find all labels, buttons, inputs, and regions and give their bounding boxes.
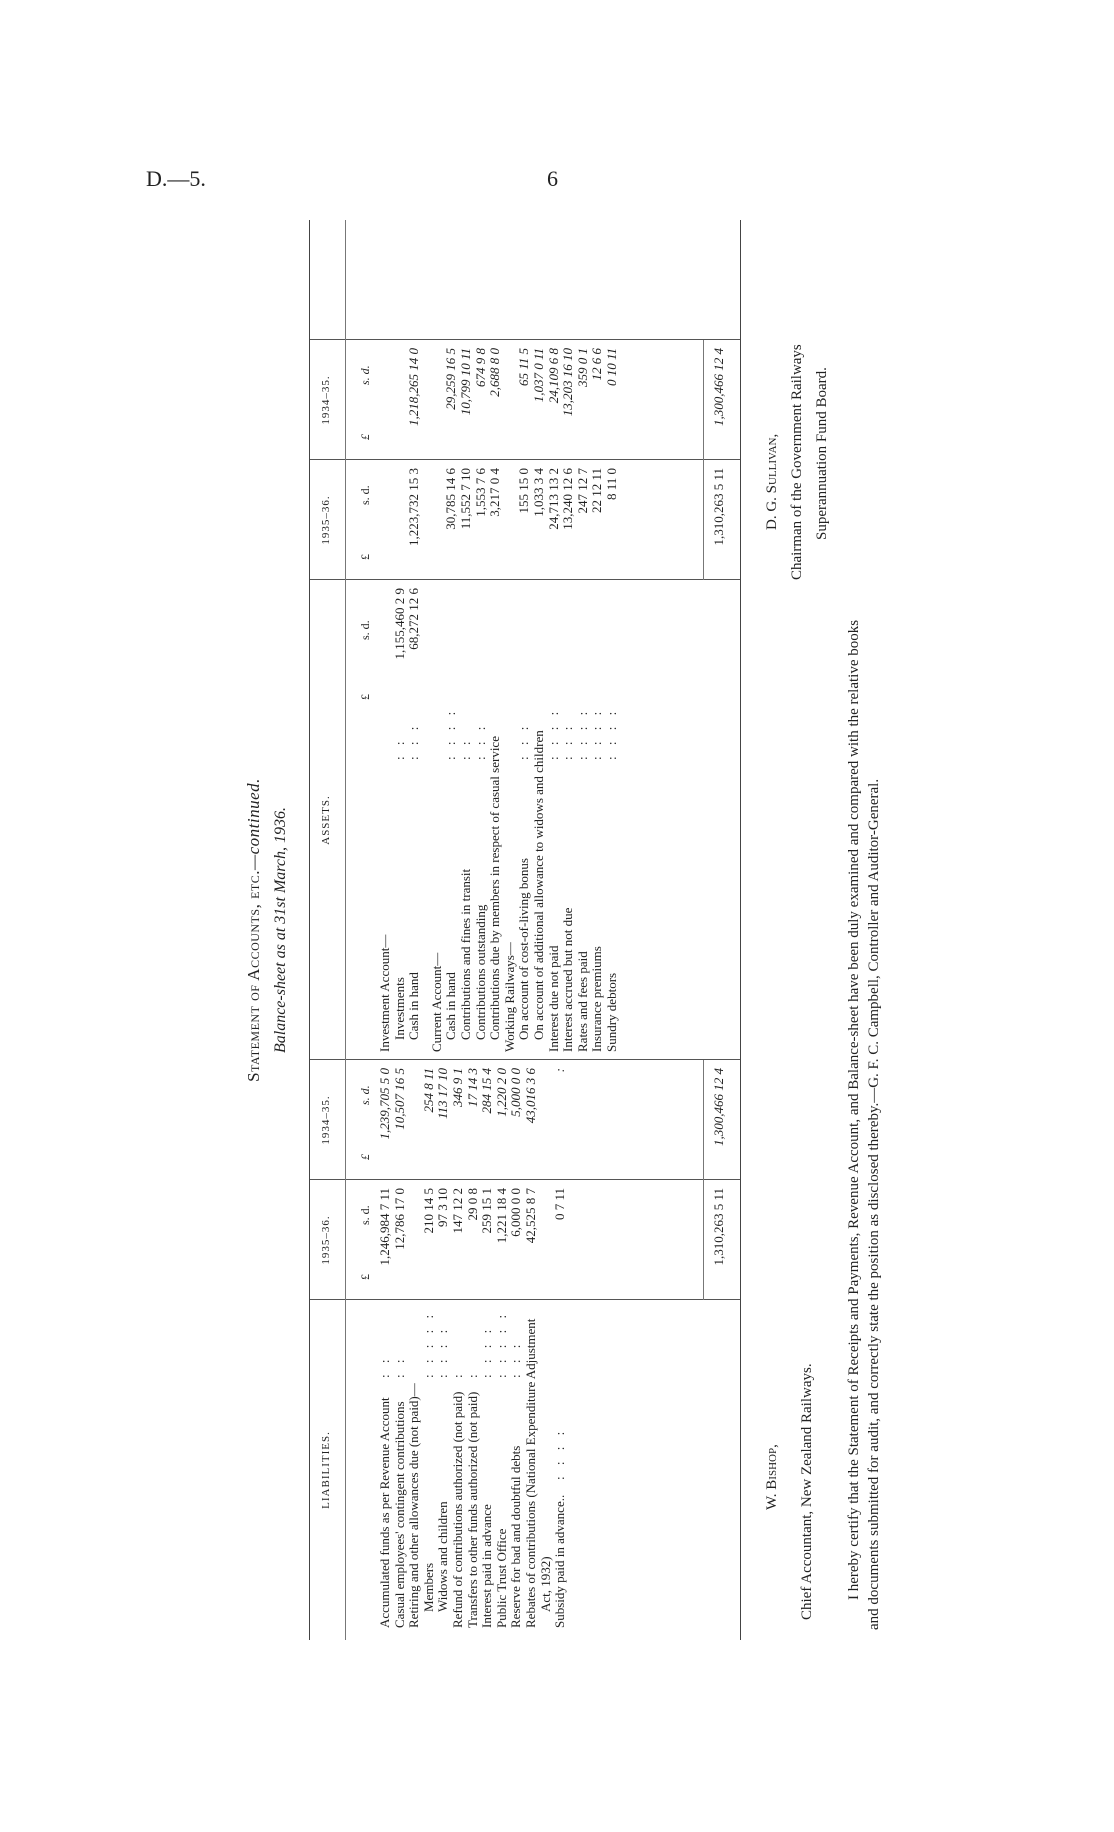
unit-pound: £ [358,434,372,440]
leader-dots: : : : [472,722,488,760]
liability-label: Transfers to other funds authorized (not paid) [464,1391,480,1628]
signatory-right-title-2: Superannuation Fund Board. [814,367,830,540]
assets-1935-36-heading: 1935–36. [320,495,332,545]
asset-1934-35: 10,799 10 11 [458,348,473,416]
liability-label: Members [420,1562,436,1612]
asset-label: Interest accrued but not due [560,907,576,1052]
asset-1935-36: 11,552 7 10 [458,468,473,530]
asset-sub-amount: 1,155,460 2 9 [391,588,407,660]
asset-label: Contributions and fines in transit [458,868,473,1040]
asset-label: Rates and fees paid [574,951,590,1052]
unit-pound: £ [358,694,372,700]
title-main: Statement of Accounts, etc. [244,870,263,1082]
asset-row [474,220,488,1640]
leader-dots: : : : : [435,1325,451,1378]
asset-1934-35: 2,688 8 0 [487,348,503,397]
asset-label: Contributions outstanding [472,904,488,1040]
signatory-left-name: W. Bishop, [764,1444,780,1510]
asset-row [576,220,590,1640]
liability-1934-35: 1,220 2 0 [493,1068,509,1117]
leader-dots: : : : [560,722,576,760]
leader-dots: : [450,1370,465,1378]
asset-1935-36: 24,713 13 2 [545,468,561,530]
leader-dots: : : : [508,1340,524,1378]
asset-1934-35: 359 0 1 [574,348,590,387]
statement-title [244,220,264,1640]
liability-label: Public Trust Office [493,1528,509,1628]
asset-label: Investment Account— [377,934,392,1052]
asset-row [532,220,546,1640]
liability-1934-35: 43,016 3 6 [523,1068,538,1124]
signatory-left-title: Chief Accountant, New Zealand Railways. [799,1363,815,1620]
asset-label: Cash in hand [443,972,459,1040]
liability-label: Act, 1932) [537,1556,553,1612]
liability-label: Reserve for bad and doubtful debts [508,1445,524,1628]
auditor-certification-line-2: and documents submitted for audit, and correctly state the position as disclosed thereby.—G. F. C. Campbell, Controller and Auditor-General. [866,778,882,1630]
liability-label: Accumulated funds as per Revenue Account [377,1397,392,1628]
leader-dots: : : : : : [420,1310,436,1378]
leader-dots: : : : : [574,707,590,760]
liability-1934-35: 113 17 10 [435,1068,451,1120]
liability-1934-35: 254 8 11 [420,1068,436,1113]
asset-1934-35: 65 11 5 [516,348,532,387]
liability-label: Casual employees' contingent contributions [391,1401,407,1628]
liability-1935-36: 1,246,984 7 11 [377,1188,392,1266]
liability-1934-35: 346 9 1 [450,1068,465,1107]
balance-sheet-table [309,220,741,1640]
leader-dots: : : : : [604,707,619,760]
liab-total-1935-36: 1,310,263 5 11 [711,1188,726,1266]
liability-label: Rebates of contributions (National Expenditure Adjustment [523,1318,538,1628]
leader-dots: : [464,1370,480,1378]
page-number: 6 [547,166,558,191]
asset-label: Sundry debtors [604,972,619,1052]
liab-total-1934-35: 1,300,466 12 4 [711,1068,726,1146]
asset-row [590,220,604,1640]
unit-sd: s. d. [358,1205,372,1225]
liability-label: Refund of contributions authorized (not paid) [450,1391,465,1628]
liabilities-heading: LIABILITIES. [320,1431,332,1509]
asset-row [444,220,458,1640]
liability-1935-36: 1,221 18 4 [493,1188,509,1244]
auditor-certification-line-1: I hereby certify that the Statement of Receipts and Payments, Revenue Account, and Balance-sheet have been duly examined and compared with the relative books [846,619,862,1600]
liab-1935-36-heading: 1935–36. [320,1215,332,1265]
assets-heading: ASSETS. [320,795,332,845]
page-ref-header: D.—5. [146,166,206,191]
asset-label: On account of cost-of-living bonus [516,858,532,1040]
asset-row [407,220,421,1640]
assets-total-1935-36: 1,310,263 5 11 [711,468,726,546]
asset-1934-35: 13,203 16 10 [560,348,576,417]
asset-row [430,220,444,1640]
asset-1935-36: 155 15 0 [516,468,532,514]
asset-1934-35: 29,259 16 5 [443,348,459,410]
asset-1934-35: 674 9 8 [472,348,488,387]
asset-1935-36: 22 12 11 [589,468,605,514]
asset-1935-36: 247 12 7 [574,468,590,514]
unit-sd: s. d. [358,1085,372,1105]
asset-label: Working Railways— [501,942,517,1052]
leader-dots: : : : [516,722,532,760]
liability-label: Retiring and other allowances due (not paid)— [406,1383,422,1628]
totals-row [712,220,726,1640]
liability-label: Subsidy paid in advance.. [552,1494,568,1628]
asset-row [488,220,502,1640]
rotated-page-content [224,220,984,1640]
leader-dots: : : : : : [493,1310,509,1378]
title-continued: —continued. [244,778,263,870]
liability-1935-36: 210 14 5 [420,1188,436,1234]
asset-1935-36: 3,217 0 4 [487,468,503,517]
asset-row [378,220,392,1640]
liability-1935-36: 42,525 8 7 [523,1188,538,1244]
asset-label: Investments [391,977,407,1040]
leader-dots: : : : : [443,707,459,760]
unit-pound: £ [358,554,372,560]
asset-1935-36: 8 11 0 [604,468,619,501]
balance-sheet-subtitle: Balance-sheet as at 31st March, 1936. [272,806,289,1054]
asset-1934-35: 12 6 6 [589,348,605,381]
liability-1935-36: 147 12 2 [450,1188,465,1234]
liability-1935-36: 6,000 0 0 [508,1188,524,1237]
asset-label: Cash in hand [406,972,422,1040]
liability-1934-35: 284 15 4 [479,1068,495,1114]
liability-1935-36: 259 15 1 [479,1188,495,1234]
asset-1934-35: 0 10 11 [604,348,619,387]
liability-1935-36: 0 7 11 [552,1188,568,1221]
leader-dots: : : : [406,722,422,760]
asset-1935-36: 1,033 3 4 [531,468,546,517]
leader-dots: : : [458,737,473,760]
asset-1935-36: 30,785 14 6 [443,468,459,530]
asset-label: Current Account— [428,952,444,1052]
asset-1934-35: 1,218,265 14 0 [406,348,422,426]
asset-1934-35: 1,037 0 11 [531,348,546,403]
asset-row [547,220,561,1640]
asset-label: Interest due not paid [545,945,561,1052]
assets-1934-35-heading: 1934–35. [320,375,332,425]
asset-label: On account of additional allowance to widows and children [531,730,546,1040]
assets-total-1934-35: 1,300,466 12 4 [711,348,726,426]
asset-sub-amount: 68,272 12 6 [406,588,422,650]
unit-sd: s. d. [358,620,372,640]
asset-1935-36: 1,553 7 6 [472,468,488,517]
signatory-right-title-1: Chairman of the Government Railways [789,344,805,580]
leader-dots: : : [377,1355,392,1378]
asset-label: Insurance premiums [589,946,605,1052]
liability-label: Interest paid in advance [479,1504,495,1628]
liability-1934-35: 5,000 0 0 [508,1068,524,1117]
leader-dots: : : [391,1355,407,1378]
liability-1934-35: 10,507 16 5 [391,1068,407,1130]
leader-dots: : : : : [552,1427,568,1480]
asset-1935-36: 1,223,732 15 3 [406,468,422,546]
liability-1935-36: 29 0 8 [464,1188,480,1221]
asset-label: Contributions due by members in respect of casual service [487,736,503,1040]
liab-1934-35-heading: 1934–35. [320,1095,332,1145]
leader-dots: : : : : [479,1325,495,1378]
asset-1935-36: 13,240 12 6 [560,468,576,530]
liability-1934-35: 17 14 3 [464,1068,480,1107]
signatory-right-name: D. G. Sullivan, [764,433,780,530]
unit-sd: s. d. [358,365,372,385]
asset-row [517,220,531,1640]
leader-dots: : : : : [589,707,605,760]
leader-dots: : : [391,737,407,760]
asset-row [561,220,575,1640]
asset-row [605,220,619,1640]
liability-1934-35: : [552,1068,568,1073]
unit-pound: £ [358,1154,372,1160]
asset-row [459,220,473,1640]
liability-1935-36: 12,786 17 0 [391,1188,407,1250]
liability-1934-35: 1,239,705 5 0 [377,1068,392,1140]
unit-pound: £ [358,1274,372,1280]
asset-row [393,220,407,1640]
asset-1934-35: 24,109 6 8 [545,348,561,404]
unit-sd: s. d. [358,485,372,505]
liability-1935-36: 97 3 10 [435,1188,451,1227]
asset-row [503,220,517,1640]
liability-label: Widows and children [435,1501,451,1612]
leader-dots: : : : : [545,707,561,760]
